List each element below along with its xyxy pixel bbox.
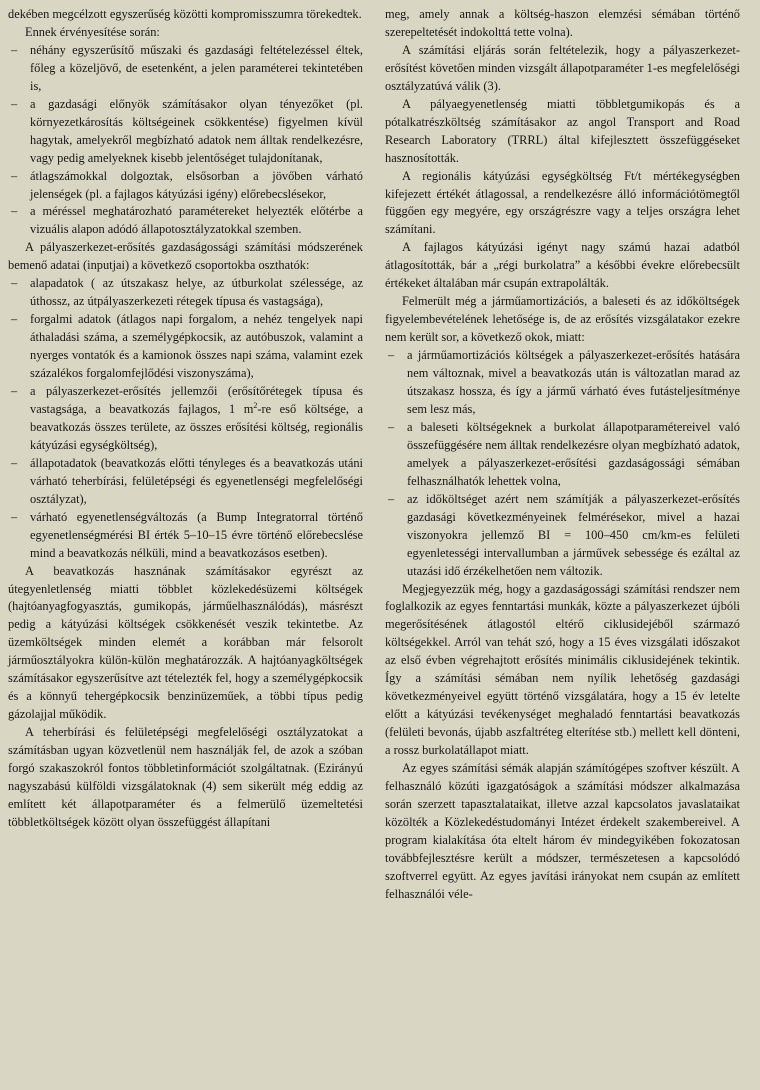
reasons-list	[385, 347, 740, 580]
left-column	[8, 6, 363, 1090]
paragraph-continuation: dekében megcélzott egyszerűség közötti kompromisszumra törekedtek.	[8, 7, 362, 21]
paragraph-intro: Ennek érvényesítése során:	[25, 24, 160, 39]
paragraph-other-costs: Felmerült még a járműamortizációs, a baleseti és az időköltségek figyelembevételének lehetősége is, de az erősítés vizsgálatakor ezekre nem került sor, a következő okok, miatt:	[385, 294, 740, 345]
paragraph-benefit: A beavatkozás hasznának számításakor egyrészt az útegyenletlenség miatti többlet közlekedésüzemi költségek (hajtóanyagfogyasztás, gumikopás, járműelhasználódás), másrészt pedig a kátyúzási költségek csökkenését veszik tekintetbe. Az üzemköltségek minden elemét a korábban már felsorolt járműosztályokra külön-külön meghatározzák. A hajtóanyagköltségek számításakor egyszerűsítve azt tételezték fel, hogy a személygépkocsik és a könnyű tehergépkocsik benzinüzeműek, a többi típus pedig gázolajjal működik.	[8, 563, 363, 722]
paragraph-note: Megjegyezzük még, hogy a gazdaságossági számítási rendszer nem foglalkozik az egyes fenntartási munkák, közte a pályaszerkezet újbóli megerősítésének átlagostól eltérő ciklusidejéből származó költségekkel. Arról van tehát szó, hogy a 15 éves vizsgálati időszakot az első évben végrehajtott erősítés minimális ciklusidejének tekintik. Így a számítási sémában nem nyílik lehetőség gazdasági következményeivel együtt történő vizsgálatára, hogy a 15 év letelte előtt a kátyúzási tevékenységet meghaladó fenntartási beavatkozás (felületi bevonás, újabb aszfaltréteg elterítése stb.) mellett kell dönteni, a rossz burkolatállapot miatt.	[385, 581, 740, 758]
list-item-text: a pályaszerkezet-erősítés jellemzői (erősítőrétegek típusa és vastagsága, a beavatkozás fajlagos, 1 m	[30, 384, 363, 416]
list-item: – a méréssel meghatározható paramétereket helyezték előtérbe a vizuális alapon adódó állapotosztályzatokkal szemben.	[8, 203, 363, 239]
list-item: – alapadatok ( az útszakasz helye, az útburkolat szélessége, az úthossz, az útpályaszerkezeti rétegek típusa és vastagsága),	[8, 275, 363, 311]
paragraph-continuation: meg, amely annak a költség-haszon elemzési sémában történő szerepeltetését indokolttá tette volna).	[385, 7, 740, 39]
input-data-list	[8, 275, 363, 562]
list-item: – állapotadatok (beavatkozás előtti tényleges és a beavatkozás utáni várható teherbírási, felületépségi és egyenetlenségi megfelelőségi osztályzat),	[8, 455, 363, 509]
paragraph-unevenness: A pályaegyenetlenség miatti többletgumikopás és a pótalkatrészköltség számításakor az angol Transport and Road Research Laboratory (TRRL) által kifejlesztett összefüggéseket hasznosították.	[385, 96, 740, 165]
list-item: – az időköltséget azért nem számítják a pályaszerkezet-erősítés gazdasági következményeinek felmérésekor, mivel a hazai viszonyokra jellemző BI = 100–450 cm/km-es felületi egyenletességi intervallumban a járművek sebessége és ezáltal az utazási idő érzékelhetően nem változik.	[385, 491, 740, 581]
simplification-list	[8, 42, 363, 239]
list-item: – a gazdasági előnyök számításakor olyan tényezőket (pl. környezetkárosítás költségeinek csökkentése) figyelmen kívül hagytak, amelyekről megbízható adatok nem álltak rendelkezésre, vagy pedig amelyeknek kisebb jelentőséget tulajdonítanak,	[8, 96, 363, 168]
paragraph-specific-demand: A fajlagos kátyúzási igényt nagy számú hazai adatból átlagosították, bár a „régi burkolatra” a későbbi évekre előrebecsült értékeket általában már csupán extrapolálták.	[385, 240, 740, 291]
list-item-text: -re eső költsége, a beavatkozás összes területe, az összes erősítési költség, regionális kátyúzási egységköltség),	[30, 401, 363, 452]
list-item	[8, 383, 363, 455]
paragraph-inputs: A pályaszerkezet-erősítés gazdaságossági számítási módszerének bemenő adatai (inputjai) a következő csoportokba oszthatók:	[8, 240, 363, 273]
list-item: – forgalmi adatok (átlagos napi forgalom, a nehéz tengelyek napi áthaladási száma, a személygépkocsik, az autóbuszok, valamint a nyerges vontatók és a kamionok összes napi száma, valamint ezek százalékos forgalomfejlődési viszonyszáma),	[8, 311, 363, 383]
list-item: – átlagszámokkal dolgoztak, elsősorban a jövőben várható jelenségek (pl. a fajlagos kátyúzási igény) előrebecslésekor,	[8, 168, 363, 204]
list-item: – a járműamortizációs költségek a pályaszerkezet-erősítés hatására nem változnak, mivel a beavatkozás után is változatlan marad az útszakasz hossza, és így a jármű várható éves futásteljesítménye sem lesz más,	[385, 347, 740, 419]
list-item: – a baleseti költségeknek a burkolat állapotparamétereivel való összefüggésére nem álltak rendelkezésre olyan megbízható adatok, amelyek a pályaszerkezet-erősítési gazdaságossági sémában felhasználhatók lehettek volna,	[385, 419, 740, 491]
paragraph-regional-cost: A regionális kátyúzási egységköltség Ft/t mértékegységben kifejezett értékét átlagossal, a rendelkezésre álló információtömegtől függően egy megyére, egy országrészre vagy a teljes országra lehet számítani.	[385, 168, 740, 237]
paragraph-bearing: A teherbírási és felületépségi megfelelőségi osztályzatokat a számításban ugyan közvetlenül nem használják fel, de azok a szóban forgó szakaszokról fontos többletinformációt szolgáltatnak. (Ezirányú nagyszabású külföldi vizsgálatoknak (4) sem sikerült még eddig az említett két állapotparaméter és a felmerülő üzemeltetési többletköltségek között olyan összefüggést állapítani	[8, 725, 363, 829]
paragraph-software: Az egyes számítási sémák alapján számítógépes szoftver készült. A felhasználó közúti igazgatóságok a számítási módszer alkalmazása során szerzett tapasztalataikat, illetve azzal kapcsolatos javaslataikat közölték a Közlekedéstudományi Intézet érdekelt szakembereivel. A program kialakítása óta eltelt három év mindegyikében fokozatosan továbbfejlesztésre került a módszer, természetesen a kapcsolódó szoftverrel együtt. Az egyes javítási irányokat nem csupán az említett felhasználói véle-	[385, 761, 740, 901]
paragraph-calculation: A számítási eljárás során feltételezik, hogy a pályaszerkezet-erősítést követően minden vizsgált állapotparaméter 1-es megfelelőségi osztályzatúvá válik (3).	[385, 42, 740, 93]
right-column	[385, 6, 740, 1090]
list-item: – néhány egyszerűsítő műszaki és gazdasági feltételezéssel éltek, főleg a közeljövő, de esetenként, a jelen paraméterei tekintetében is,	[8, 42, 363, 96]
superscript: 2	[253, 400, 258, 410]
list-item: – várható egyenetlenségváltozás (a Bump Integratorral történő egyenetlenségmérési BI érték 5–10–15 évre történő előrebecslése mind a beavatkozás nélküli, mind a beavatkozásos esetben).	[8, 509, 363, 563]
